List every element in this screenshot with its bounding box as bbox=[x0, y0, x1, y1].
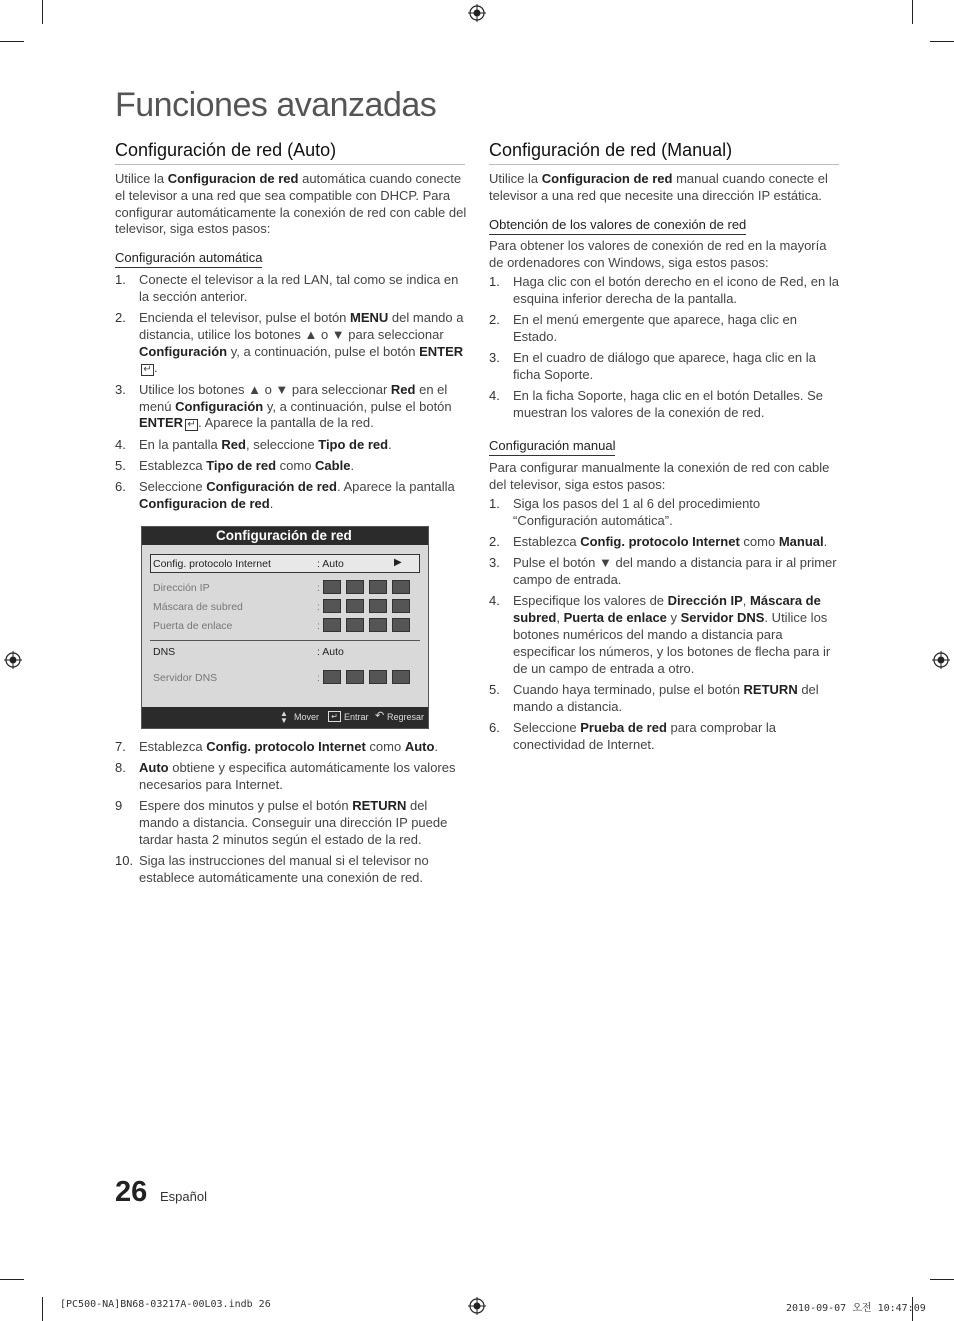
step-text: En la ficha Soporte, haga clic en el botón Detalles. Se muestran los valores de la conexión de red. bbox=[513, 388, 824, 421]
subheading-auto-config: Configuración automática bbox=[115, 250, 262, 268]
osd-ip-label: Dirección IP bbox=[153, 582, 210, 594]
osd-title-bar bbox=[142, 527, 428, 545]
emphasis: Configuracion de red bbox=[167, 171, 299, 186]
emphasis: Configuración de red bbox=[206, 479, 337, 495]
list-item bbox=[489, 388, 841, 422]
emphasis: Auto bbox=[404, 739, 435, 754]
registration-mark-icon bbox=[932, 651, 950, 669]
step-number: 10. bbox=[115, 853, 134, 869]
section-heading-manual: Configuración de red (Manual) bbox=[489, 140, 839, 165]
osd-mask-label: Máscara de subred bbox=[153, 601, 243, 613]
step-text: Cuando haya terminado, pulse el botón RETURN del mando a distancia. bbox=[513, 681, 819, 714]
dns-server-field[interactable] bbox=[369, 670, 387, 684]
list-item bbox=[115, 458, 465, 475]
crop-mark bbox=[42, 1297, 43, 1321]
gateway-field[interactable] bbox=[369, 618, 387, 632]
move-arrows-icon: ▲ ▼ bbox=[280, 709, 288, 725]
osd-protocol-value: : Auto bbox=[317, 558, 344, 570]
steps-connection-values bbox=[489, 274, 841, 426]
gateway-field[interactable] bbox=[346, 618, 364, 632]
crop-mark bbox=[42, 0, 43, 24]
crop-mark bbox=[930, 41, 954, 42]
list-item bbox=[489, 720, 841, 754]
step-text: Encienda el televisor, pulse el botón MENU del mando a distancia, utilice los botones ▲ o ▼ para seleccionar Configuración y, a continuación, pulse el botón ENTER↵ . bbox=[139, 310, 464, 376]
list-item bbox=[115, 479, 465, 513]
registration-mark-icon bbox=[468, 1297, 486, 1315]
step-text: Seleccione Configuración de red. Aparece la pantalla Configuracion de red. bbox=[139, 479, 455, 512]
emphasis: Prueba de red bbox=[580, 720, 667, 736]
step-number: 3. bbox=[489, 555, 500, 571]
emphasis: Configuracion de red bbox=[541, 171, 673, 186]
osd-foot-return: Regresar bbox=[387, 712, 425, 722]
dns-server-field[interactable] bbox=[392, 670, 410, 684]
osd-colon: : bbox=[317, 620, 320, 632]
page-title: Funciones avanzadas bbox=[115, 86, 437, 124]
emphasis: Configuración bbox=[139, 343, 228, 359]
list-item bbox=[489, 350, 841, 384]
list-item bbox=[115, 437, 465, 454]
print-slug-date: 2010-09-07 오전 10:47:09 bbox=[786, 1303, 926, 1314]
list-item bbox=[115, 739, 465, 756]
step-text: Pulse el botón ▼ del mando a distancia para ir al primer campo de entrada. bbox=[513, 555, 837, 588]
osd-footer bbox=[142, 707, 428, 728]
step-number: 2. bbox=[489, 312, 500, 328]
step-text: Siga las instrucciones del manual si el televisor no establece automáticamente una conexión de red. bbox=[139, 853, 429, 886]
emphasis: ENTER bbox=[419, 343, 464, 359]
dns-server-field[interactable] bbox=[346, 670, 364, 684]
step-text: Especifique los valores de Dirección IP, Máscara de subred, Puerta de enlace y Servidor DNS. Utilice los botones numéricos del mando a distancia para especificar los números, y los botones de flecha para ir de un campo de entrada a otro. bbox=[513, 593, 831, 676]
emphasis: Configuracion de red bbox=[139, 496, 270, 512]
emphasis: Dirección IP bbox=[667, 593, 743, 609]
steps-manual-config bbox=[489, 496, 841, 758]
steps-auto-list-continued bbox=[115, 739, 465, 891]
registration-mark-icon bbox=[468, 4, 486, 22]
connection-values-intro: Para obtener los valores de conexión de red en la mayoría de ordenadores con Windows, siga estos pasos: bbox=[489, 238, 827, 270]
emphasis: Configuración bbox=[175, 398, 264, 414]
mask-field[interactable] bbox=[392, 599, 410, 613]
emphasis: Config. protocolo Internet bbox=[580, 534, 740, 550]
list-item bbox=[489, 593, 841, 677]
mask-field[interactable] bbox=[323, 599, 341, 613]
intro-manual: Utilice la Configuracion de red manual cuando conecte el televisor a una red que necesite una dirección IP estática. bbox=[489, 171, 828, 203]
osd-divider bbox=[150, 640, 420, 641]
gateway-field[interactable] bbox=[392, 618, 410, 632]
steps-auto-list bbox=[115, 272, 465, 517]
emphasis: Config. protocolo Internet bbox=[206, 739, 366, 754]
ip-field[interactable] bbox=[346, 580, 364, 594]
osd-foot-move: Mover bbox=[294, 712, 320, 722]
step-text: Conecte el televisor a la red LAN, tal como se indica en la sección anterior. bbox=[139, 272, 459, 304]
emphasis: Red bbox=[221, 436, 246, 452]
crop-mark bbox=[0, 1279, 24, 1280]
step-number: 1. bbox=[489, 274, 500, 289]
step-number: 4. bbox=[115, 436, 126, 452]
step-number: 6. bbox=[489, 720, 500, 736]
step-text: Establezca Config. protocolo Internet como Manual. bbox=[513, 534, 828, 550]
step-number: 7. bbox=[115, 739, 126, 754]
step-text: En el menú emergente que aparece, haga clic en Estado. bbox=[513, 312, 798, 344]
emphasis: MENU bbox=[350, 310, 389, 326]
page-language: Español bbox=[160, 1189, 207, 1204]
osd-colon: : bbox=[317, 672, 320, 684]
crop-mark bbox=[930, 1279, 954, 1280]
emphasis: Red bbox=[390, 381, 416, 397]
emphasis: Tipo de red bbox=[318, 436, 389, 452]
section-heading-auto: Configuración de red (Auto) bbox=[115, 140, 465, 165]
list-item bbox=[489, 682, 841, 716]
step-number: 6. bbox=[115, 479, 126, 495]
list-item bbox=[115, 310, 465, 377]
step-number: 8. bbox=[115, 760, 126, 776]
gateway-field[interactable] bbox=[323, 618, 341, 632]
emphasis: RETURN bbox=[743, 681, 798, 697]
step-number: 4. bbox=[489, 593, 500, 609]
osd-dns-value: : Auto bbox=[317, 646, 344, 658]
step-text: Establezca Tipo de red como Cable. bbox=[139, 457, 355, 473]
ip-field[interactable] bbox=[392, 580, 410, 594]
crop-mark bbox=[0, 41, 24, 42]
emphasis: Servidor DNS bbox=[680, 610, 765, 626]
emphasis: Máscara de subred bbox=[513, 593, 821, 626]
list-item bbox=[115, 760, 465, 794]
subheading-manual-config: Configuración manual bbox=[489, 438, 615, 456]
step-number: 1. bbox=[115, 272, 126, 287]
osd-dns-server-label: Servidor DNS bbox=[153, 672, 218, 684]
print-slug-file: [PC500-NA]BN68-03217A-00L03.indb 26 bbox=[60, 1299, 271, 1310]
step-text: Seleccione Prueba de red para comprobar la conectividad de Internet. bbox=[513, 720, 777, 752]
enter-icon: ↵ bbox=[141, 364, 154, 376]
emphasis: Tipo de red bbox=[206, 457, 277, 473]
list-item bbox=[489, 274, 841, 308]
emphasis: RETURN bbox=[352, 798, 407, 814]
step-text: Utilice los botones ▲ o ▼ para seleccionar Red en el menú Configuración y, a continuación, pulse el botón ENTER ↵ . Aparece la pantalla de la red. bbox=[139, 381, 452, 431]
arrow-right-icon: ▶ bbox=[394, 557, 402, 568]
step-number: 2. bbox=[115, 310, 126, 326]
step-number: 3. bbox=[489, 350, 500, 366]
osd-colon: : bbox=[317, 582, 320, 594]
dns-server-field[interactable] bbox=[323, 670, 341, 684]
osd-foot-enter: Entrar bbox=[344, 712, 369, 722]
emphasis: Manual bbox=[778, 534, 824, 550]
enter-icon: ↵ bbox=[328, 711, 341, 722]
crop-mark bbox=[912, 0, 913, 24]
osd-protocol-label: Config. protocolo Internet bbox=[153, 558, 271, 570]
step-text: Establezca Config. protocolo Internet como Auto. bbox=[139, 739, 439, 754]
step-number: 5. bbox=[489, 681, 500, 697]
list-item bbox=[489, 496, 841, 530]
list-item bbox=[489, 555, 841, 589]
mask-field[interactable] bbox=[346, 599, 364, 613]
step-text: En el cuadro de diálogo que aparece, haga clic en la ficha Soporte. bbox=[513, 350, 816, 382]
step-number: 2. bbox=[489, 534, 500, 550]
step-text: En la pantalla Red, seleccione Tipo de red. bbox=[139, 436, 392, 452]
step-number: 9 bbox=[115, 798, 123, 814]
emphasis: Auto bbox=[139, 760, 169, 776]
step-text: Espere dos minutos y pulse el botón RETURN del mando a distancia. Conseguir una dirección IP puede tardar hasta 2 minutos según el estado de la red. bbox=[139, 798, 448, 847]
manual-config-intro: Para configurar manualmente la conexión de red con cable del televisor, siga estos pasos: bbox=[489, 460, 830, 492]
intro-auto: Utilice la Configuracion de red automática cuando conecte el televisor a una red que sea compatible con DHCP. Para configurar automáticamente la conexión de red con cable del televisor, siga estos pasos: bbox=[115, 171, 467, 237]
step-number: 4. bbox=[489, 388, 500, 404]
emphasis: Puerta de enlace bbox=[563, 610, 667, 626]
return-icon: ↶ bbox=[375, 710, 385, 722]
osd-network-screen bbox=[141, 526, 429, 729]
step-text: Haga clic con el botón derecho en el icono de Red, en la esquina inferior derecha de la pantalla. bbox=[513, 274, 839, 306]
list-item bbox=[489, 312, 841, 346]
step-number: 3. bbox=[115, 381, 126, 397]
page-number: 26 bbox=[115, 1176, 148, 1208]
emphasis: Cable bbox=[315, 457, 351, 473]
mask-field[interactable] bbox=[369, 599, 387, 613]
step-number: 5. bbox=[115, 457, 126, 473]
registration-mark-icon bbox=[4, 651, 22, 669]
osd-colon: : bbox=[317, 601, 320, 613]
osd-gateway-label: Puerta de enlace bbox=[153, 620, 233, 632]
list-item bbox=[489, 534, 841, 551]
list-item bbox=[115, 853, 465, 887]
emphasis: ENTER bbox=[139, 415, 184, 431]
ip-field[interactable] bbox=[323, 580, 341, 594]
list-item bbox=[115, 382, 465, 432]
subheading-connection-values: Obtención de los valores de conexión de red bbox=[489, 217, 746, 235]
step-number: 1. bbox=[489, 496, 500, 511]
osd-title: Configuración de red bbox=[216, 528, 352, 543]
list-item bbox=[115, 798, 465, 848]
osd-dns-label: DNS bbox=[153, 646, 176, 658]
step-text: Auto obtiene y especifica automáticamente los valores necesarios para Internet. bbox=[139, 760, 456, 793]
list-item bbox=[115, 272, 465, 306]
ip-field[interactable] bbox=[369, 580, 387, 594]
step-text: Siga los pasos del 1 al 6 del procedimiento “Configuración automática”. bbox=[513, 496, 761, 528]
enter-icon: ↵ bbox=[185, 419, 198, 431]
